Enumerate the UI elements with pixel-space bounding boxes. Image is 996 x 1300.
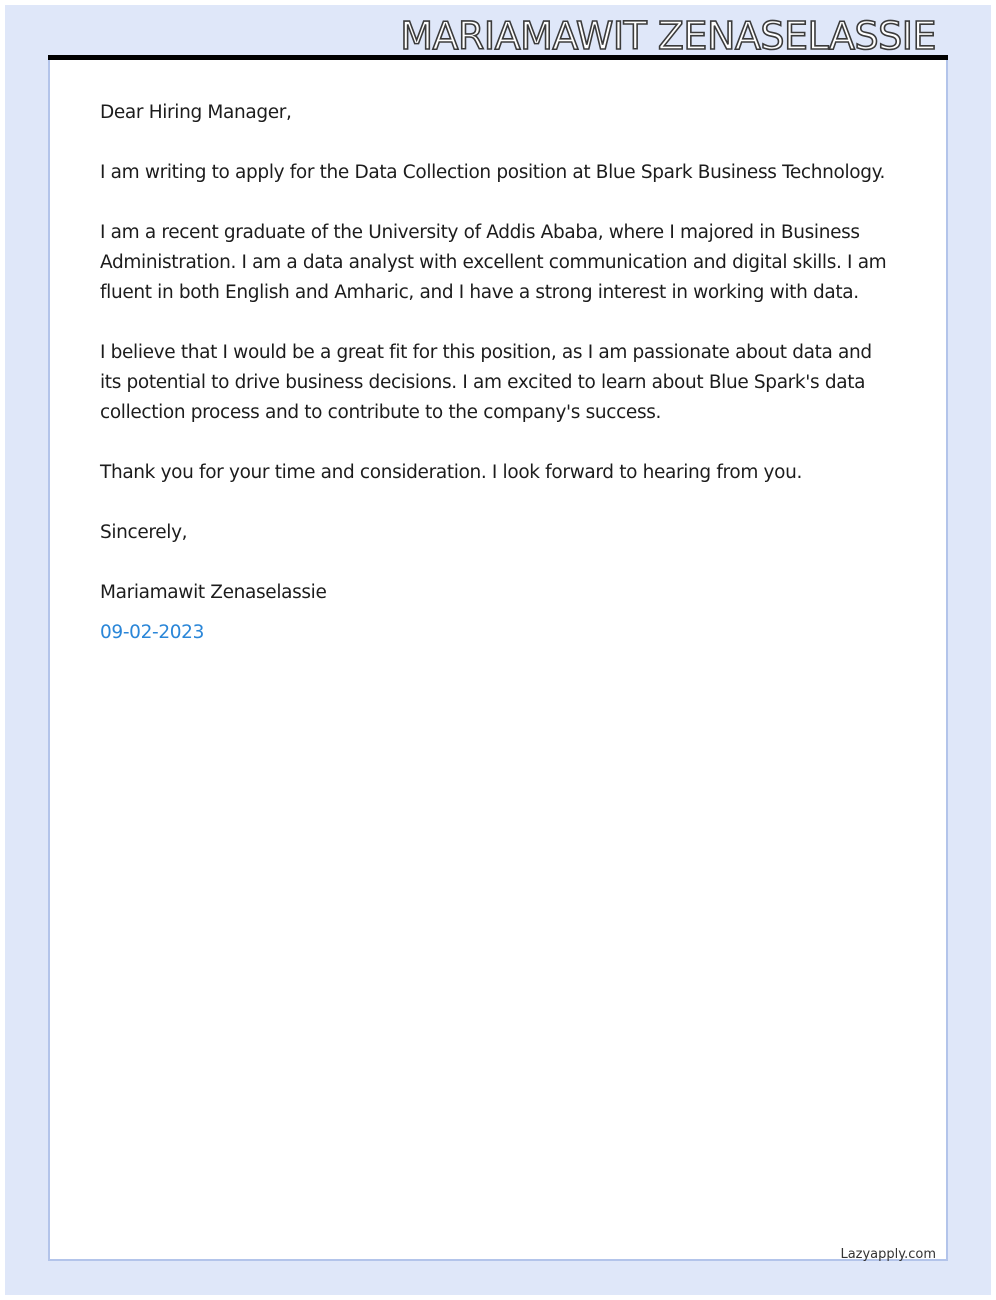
letter-date: 09-02-2023	[100, 622, 205, 643]
letter-paragraph: I believe that I would be a great fit for this position, as I am passionate about data and its potential to drive business decisions. I am excited to learn about Blue Spark's data collection process and to contribute to the company's success.	[100, 342, 872, 423]
letter-closing: Sincerely,	[100, 522, 188, 543]
letter-paragraph: I am a recent graduate of the University of Addis Ababa, where I majored in Business Administration. I am a data analyst with excellent communication and digital skills. I am fluent in both English and Amharic, and I have a strong interest in working with data.	[100, 222, 887, 303]
letter-paragraph: Thank you for your time and consideration. I look forward to hearing from you.	[100, 462, 802, 483]
applicant-name-heading: MARIAMAWIT ZENASELASSIE	[400, 14, 936, 58]
footer-brand-text: Lazyapply.com	[840, 1247, 936, 1262]
letter-paragraph: I am writing to apply for the Data Collection position at Blue Spark Business Technology.	[100, 162, 886, 183]
cover-letter-body	[100, 98, 890, 648]
letter-salutation: Dear Hiring Manager,	[100, 102, 292, 123]
letter-signature: Mariamawit Zenaselassie	[100, 582, 327, 603]
